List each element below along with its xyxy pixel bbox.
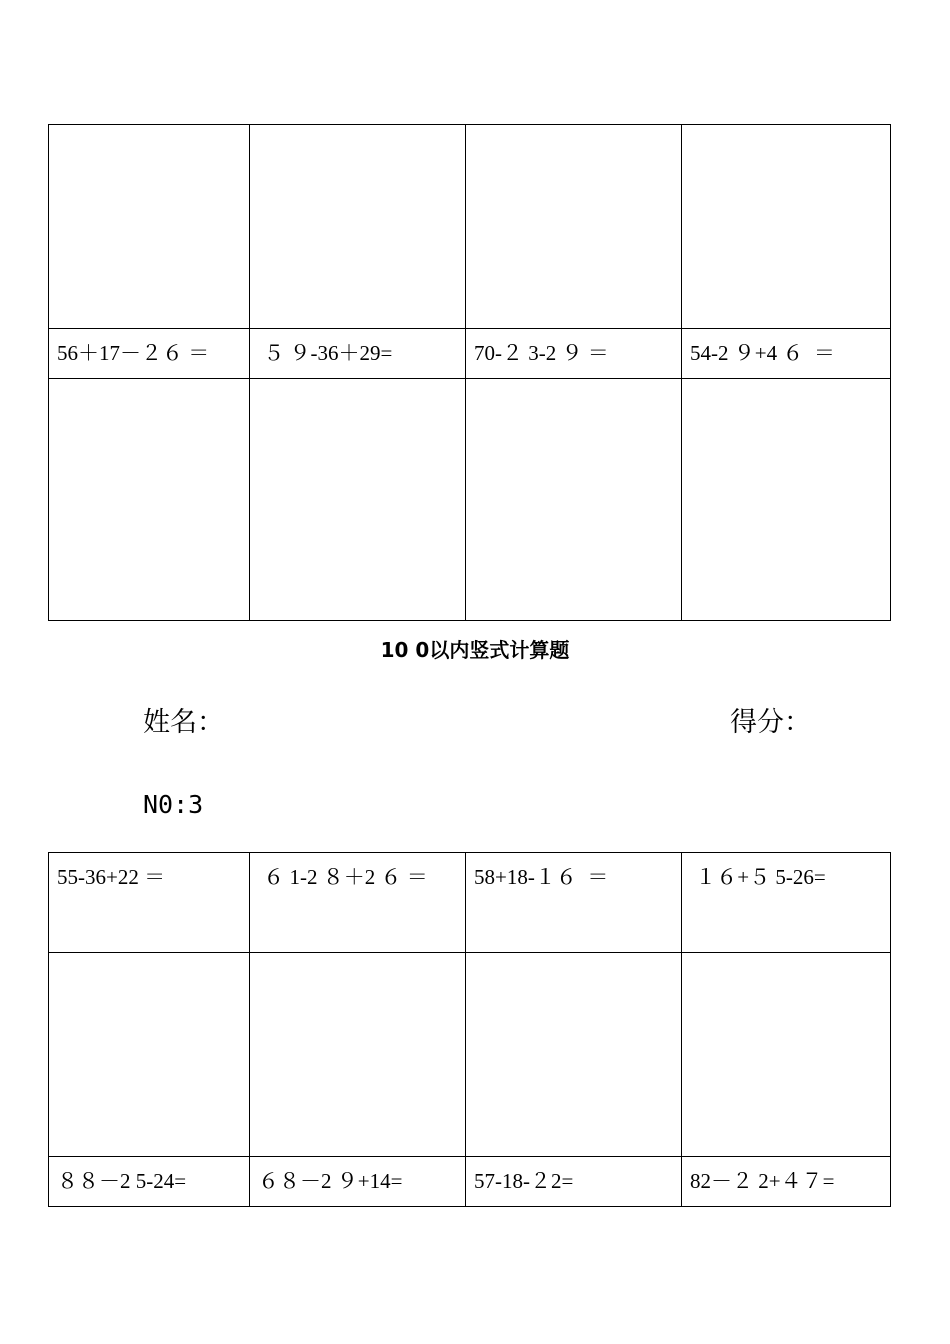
problem-cell: 82－２ 2+４７= (682, 1157, 891, 1207)
answer-space[interactable] (250, 953, 466, 1157)
name-label: 姓名： (143, 707, 224, 738)
problem-cell: 55-36+22 ＝ (49, 853, 250, 953)
worksheet-title: 10 0以内竖式计算题 (380, 638, 570, 662)
answer-space[interactable] (682, 379, 891, 621)
answer-space[interactable] (466, 379, 682, 621)
answer-space[interactable] (466, 125, 682, 329)
problem-cell: 54-2 ９+4 ６ ＝ (682, 329, 891, 379)
sheet-number: N0:3 (143, 790, 204, 819)
problem-cell: ５ ９-36＋29= (250, 329, 466, 379)
problem-cell: １６+５ 5-26= (682, 853, 891, 953)
answer-space[interactable] (466, 953, 682, 1157)
problem-cell: ８８－2 5-24= (49, 1157, 250, 1207)
worksheet-grid-top (48, 124, 891, 621)
problem-cell: 58+18-１６ ＝ (466, 853, 682, 953)
problem-cell: ６８－2 ９+14= (250, 1157, 466, 1207)
problem-cell: 57-18-２2= (466, 1157, 682, 1207)
answer-space[interactable] (682, 125, 891, 329)
answer-space[interactable] (49, 125, 250, 329)
answer-space[interactable] (250, 125, 466, 329)
problem-cell: ６ 1-2 ８＋2 ６ ＝ (250, 853, 466, 953)
answer-space[interactable] (250, 379, 466, 621)
problem-cell: 56＋17－２６ ＝ (49, 329, 250, 379)
answer-space[interactable] (49, 379, 250, 621)
answer-space[interactable] (682, 953, 891, 1157)
worksheet-grid-bottom (48, 852, 891, 1207)
score-label: 得分： (730, 707, 811, 738)
answer-space[interactable] (49, 953, 250, 1157)
problem-cell: 70-２ 3-2 ９ ＝ (466, 329, 682, 379)
